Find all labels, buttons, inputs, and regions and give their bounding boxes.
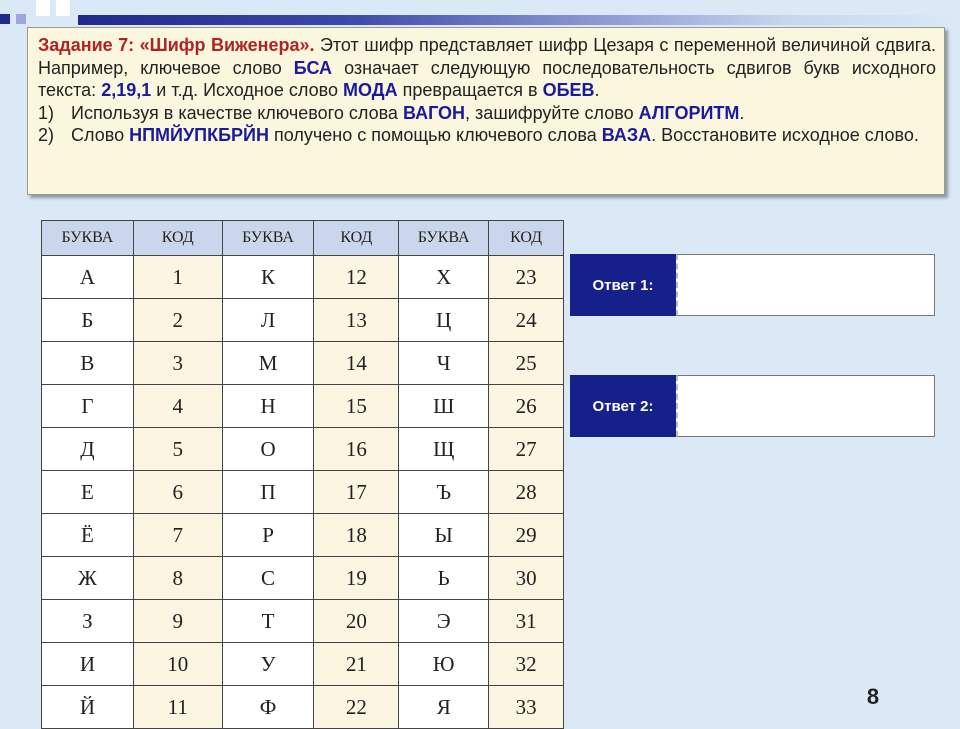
table-row — [42, 299, 564, 342]
table-row — [42, 471, 564, 514]
answer-1-label: Ответ 1: — [570, 254, 676, 316]
table-row — [42, 643, 564, 686]
code-cell: 5 — [133, 428, 222, 471]
item-text-part: . — [739, 102, 745, 123]
column-header-code: КОД — [314, 221, 399, 256]
deco-square-dark — [0, 14, 10, 24]
example-result: ОБЕВ — [542, 80, 595, 100]
letter-cell: Т — [222, 600, 314, 643]
table-row — [42, 600, 564, 643]
column-header-code: КОД — [489, 221, 564, 256]
intro-text: превращается в — [402, 80, 538, 100]
letter-cell: Ы — [399, 514, 489, 557]
table-row — [42, 342, 564, 385]
letter-cell: Х — [399, 256, 489, 299]
table-header-row — [42, 221, 564, 256]
code-cell: 6 — [133, 471, 222, 514]
task-item-2 — [38, 124, 936, 147]
letter-cell: Д — [42, 428, 134, 471]
letter-cell: С — [222, 557, 314, 600]
code-cell: 25 — [489, 342, 564, 385]
code-cell: 15 — [314, 385, 399, 428]
alphabet-code-table — [41, 220, 564, 729]
letter-cell: И — [42, 643, 134, 686]
code-cell: 8 — [133, 557, 222, 600]
letter-cell: В — [42, 342, 134, 385]
letter-cell: Ф — [222, 686, 314, 729]
deco-square-white — [36, 0, 50, 16]
letter-cell: Я — [399, 686, 489, 729]
table-row — [42, 514, 564, 557]
column-header-letter: БУКВА — [42, 221, 134, 256]
keyword: ВАЗА — [601, 125, 652, 145]
code-cell: 31 — [489, 600, 564, 643]
code-cell: 18 — [314, 514, 399, 557]
task-statement — [27, 27, 945, 195]
item-text — [71, 102, 936, 125]
letter-cell: Г — [42, 385, 134, 428]
task-intro — [38, 34, 936, 102]
item-text-part: Используя в качестве ключевого слова — [71, 102, 398, 123]
letter-cell: Р — [222, 514, 314, 557]
letter-cell: Л — [222, 299, 314, 342]
code-cell: 22 — [314, 686, 399, 729]
example-word: МОДА — [343, 80, 398, 100]
code-cell: 28 — [489, 471, 564, 514]
answer-2-field[interactable] — [676, 375, 935, 437]
letter-cell: Ш — [399, 385, 489, 428]
column-header-letter: БУКВА — [399, 221, 489, 256]
letter-cell: Э — [399, 600, 489, 643]
code-cell: 7 — [133, 514, 222, 557]
letter-cell: К — [222, 256, 314, 299]
letter-cell: П — [222, 471, 314, 514]
letter-cell: Щ — [399, 428, 489, 471]
letter-cell: З — [42, 600, 134, 643]
example-key: БСА — [293, 57, 333, 78]
encrypted-word: НПМЙУПКБРЙН — [129, 125, 269, 145]
example-shifts: 2,19,1 — [101, 80, 152, 100]
code-cell: 26 — [489, 385, 564, 428]
answer-2-block — [570, 375, 935, 437]
task-name: «Шифр Виженера». — [139, 35, 315, 55]
item-number: 1) — [38, 102, 55, 123]
code-cell: 11 — [133, 686, 222, 729]
code-cell: 2 — [133, 299, 222, 342]
code-cell: 13 — [314, 299, 399, 342]
answer-2-label: Ответ 2: — [570, 375, 676, 437]
code-cell: 1 — [133, 256, 222, 299]
letter-cell: Ъ — [399, 471, 489, 514]
table-row — [42, 428, 564, 471]
item-text-part: Слово — [71, 125, 125, 145]
item-text-part: , зашифруйте слово — [465, 102, 634, 123]
letter-cell: А — [42, 256, 134, 299]
letter-cell: Е — [42, 471, 134, 514]
word-to-encrypt: АЛГОРИТМ — [638, 102, 740, 123]
intro-text: означает следующую последовательность сдвигов букв исходного текста: — [38, 57, 936, 100]
intro-text: и т.д. Исходное слово — [156, 80, 338, 100]
deco-square-light — [16, 14, 26, 24]
code-cell: 9 — [133, 600, 222, 643]
deco-square-white — [56, 0, 70, 16]
item-text-part: получено с помощью ключевого слова — [274, 125, 597, 145]
letter-cell: Й — [42, 686, 134, 729]
column-header-letter: БУКВА — [222, 221, 314, 256]
task-item-1 — [38, 102, 936, 125]
table-row — [42, 256, 564, 299]
table-row — [42, 385, 564, 428]
code-cell: 4 — [133, 385, 222, 428]
item-number: 2) — [38, 125, 55, 145]
answer-1-block — [570, 254, 935, 316]
code-cell: 19 — [314, 557, 399, 600]
column-header-code: КОД — [133, 221, 222, 256]
letter-cell: Ь — [399, 557, 489, 600]
code-cell: 12 — [314, 256, 399, 299]
table-row — [42, 557, 564, 600]
page-number: 8 — [866, 684, 880, 709]
item-text-part: . Восстановите исходное слово. — [651, 125, 919, 145]
table-row — [42, 686, 564, 729]
letter-cell: Ю — [399, 643, 489, 686]
keyword: ВАГОН — [402, 102, 466, 123]
code-cell: 30 — [489, 557, 564, 600]
letter-cell: М — [222, 342, 314, 385]
code-cell: 14 — [314, 342, 399, 385]
letter-cell: Ч — [399, 342, 489, 385]
code-cell: 27 — [489, 428, 564, 471]
letter-cell: Б — [42, 299, 134, 342]
item-text — [71, 124, 936, 147]
letter-cell: Ё — [42, 514, 134, 557]
letter-cell: Ц — [399, 299, 489, 342]
letter-cell: Ж — [42, 557, 134, 600]
task-title: Задание 7: — [38, 35, 135, 55]
code-cell: 23 — [489, 256, 564, 299]
code-cell: 33 — [489, 686, 564, 729]
header-gradient-bar — [78, 15, 960, 25]
code-cell: 29 — [489, 514, 564, 557]
intro-text: . — [594, 80, 600, 100]
code-cell: 21 — [314, 643, 399, 686]
code-cell: 24 — [489, 299, 564, 342]
code-cell: 16 — [314, 428, 399, 471]
decorative-squares — [0, 0, 80, 30]
code-cell: 32 — [489, 643, 564, 686]
intro-text: Этот шифр представляет шифр Цезаря с переменной величиной сдвига. Например, ключевое слово — [38, 35, 936, 78]
code-cell: 17 — [314, 471, 399, 514]
code-cell: 3 — [133, 342, 222, 385]
code-cell: 10 — [133, 643, 222, 686]
answer-1-field[interactable] — [676, 254, 935, 316]
letter-cell: У — [222, 643, 314, 686]
letter-cell: Н — [222, 385, 314, 428]
code-cell: 20 — [314, 600, 399, 643]
letter-cell: О — [222, 428, 314, 471]
